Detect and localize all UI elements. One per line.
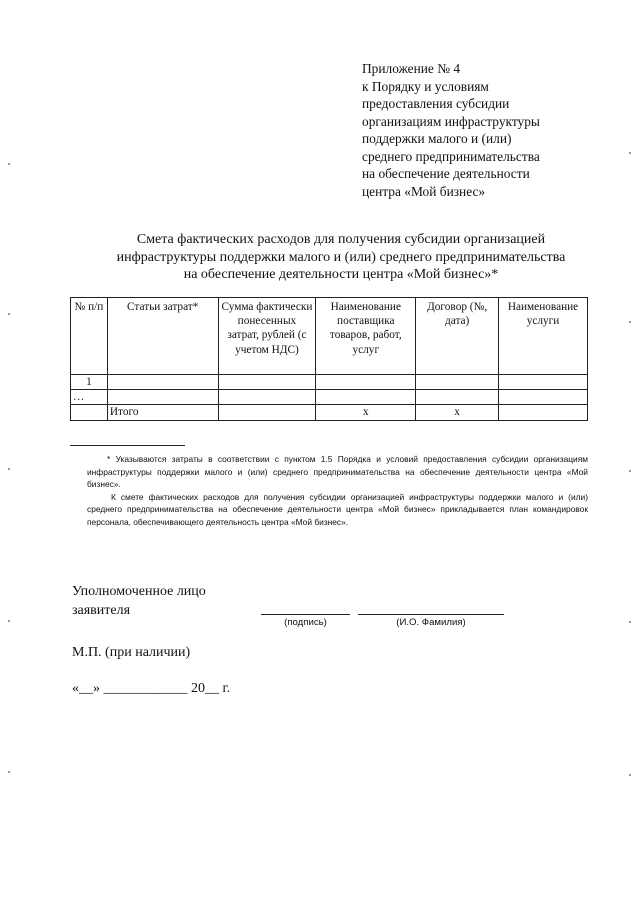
- scan-dot: [8, 771, 10, 773]
- cell-contract: [416, 390, 499, 405]
- cell-supplier: [316, 375, 416, 390]
- scan-dot: [8, 468, 10, 470]
- footnote-paragraph: К смете фактических расходов для получения субсидии организацией инфраструктуры поддержки малого и (или) среднего предпринимательства на обеспечение деятельности центра «Мой бизнес» прикладывается план командировок персонала, обеспечивающего деятельность центра «Мой бизнес».: [87, 491, 588, 527]
- scan-dot: [629, 152, 631, 154]
- date-line: «__» ____________ 20__ г.: [72, 681, 231, 696]
- cell-service: [499, 390, 588, 405]
- cell-contract: [416, 375, 499, 390]
- table-row: [71, 375, 588, 390]
- cell-expense-item: [107, 390, 218, 405]
- expense-table: [70, 297, 588, 421]
- appendix-line: предоставления субсидии: [362, 96, 510, 111]
- table-total-row: [71, 405, 588, 420]
- footnote: [87, 453, 588, 528]
- cell-expense-item: [107, 375, 218, 390]
- cell-supplier: х: [316, 405, 416, 420]
- cell-number: 1: [71, 375, 108, 390]
- label-line: Уполномоченное лицо: [72, 584, 206, 599]
- header-supplier: Наименование поставщика товаров, работ, услуг: [316, 298, 416, 375]
- name-caption: (И.О. Фамилия): [396, 617, 466, 628]
- header-service-name: Наименование услуги: [499, 298, 588, 375]
- cell-supplier: [316, 390, 416, 405]
- authorized-person-label: [72, 582, 206, 620]
- scan-dot: [629, 321, 631, 323]
- signature-caption: (подпись): [284, 617, 327, 628]
- header-amount: Сумма фактически понесенных затрат, рублей (с учетом НДС): [218, 298, 316, 375]
- scan-dot: [629, 774, 631, 776]
- table-header-row: [71, 298, 588, 375]
- scan-dot: [8, 620, 10, 622]
- cell-amount: [218, 375, 316, 390]
- appendix-line: Приложение № 4: [362, 61, 461, 76]
- cell-amount: [218, 390, 316, 405]
- name-line: [358, 614, 504, 615]
- scan-dot: [8, 313, 10, 315]
- scan-dot: [629, 470, 631, 472]
- header-number: № п/п: [71, 298, 108, 375]
- appendix-line: к Порядку и условиям: [362, 78, 489, 94]
- signature-line: [261, 614, 350, 615]
- appendix-line: центра «Мой бизнес»: [362, 183, 486, 199]
- cell-service: [499, 375, 588, 390]
- appendix-line: поддержки малого и (или): [362, 131, 512, 146]
- footnote-separator: [70, 445, 185, 446]
- cell-number: …: [71, 390, 108, 405]
- cell-number: [71, 405, 108, 420]
- cell-amount: [218, 405, 316, 420]
- cell-service: [499, 405, 588, 420]
- cell-total-label: Итого: [107, 405, 218, 420]
- appendix-header: [362, 60, 602, 200]
- title-line: на обеспечение деятельности центра «Мой бизнес»*: [183, 267, 499, 282]
- title-line: Смета фактических расходов для получения субсидии организацией: [136, 232, 546, 247]
- header-contract: Договор (№, дата): [416, 298, 499, 375]
- stamp-placeholder: М.П. (при наличии): [72, 645, 191, 660]
- appendix-line: на обеспечение деятельности: [362, 166, 530, 181]
- table-row: [71, 390, 588, 405]
- scan-dot: [8, 163, 10, 165]
- appendix-line: организациям инфраструктуры: [362, 113, 540, 129]
- appendix-line: среднего предпринимательства: [362, 148, 540, 164]
- scan-dot: [629, 621, 631, 623]
- header-expense-items: Статьи затрат*: [107, 298, 218, 375]
- footnote-paragraph: * Указываются затраты в соответствии с пунктом 1.5 Порядка и условий предоставления субсидии организациям инфраструктуры поддержки малого и (или) среднего предпринимательства на обеспечение деятельности центра «Мой бизнес».: [87, 454, 588, 489]
- document-title: [60, 231, 622, 284]
- cell-contract: х: [416, 405, 499, 420]
- title-line: инфраструктуры поддержки малого и (или) среднего предпринимательства: [116, 249, 566, 265]
- label-line: заявителя: [72, 603, 131, 618]
